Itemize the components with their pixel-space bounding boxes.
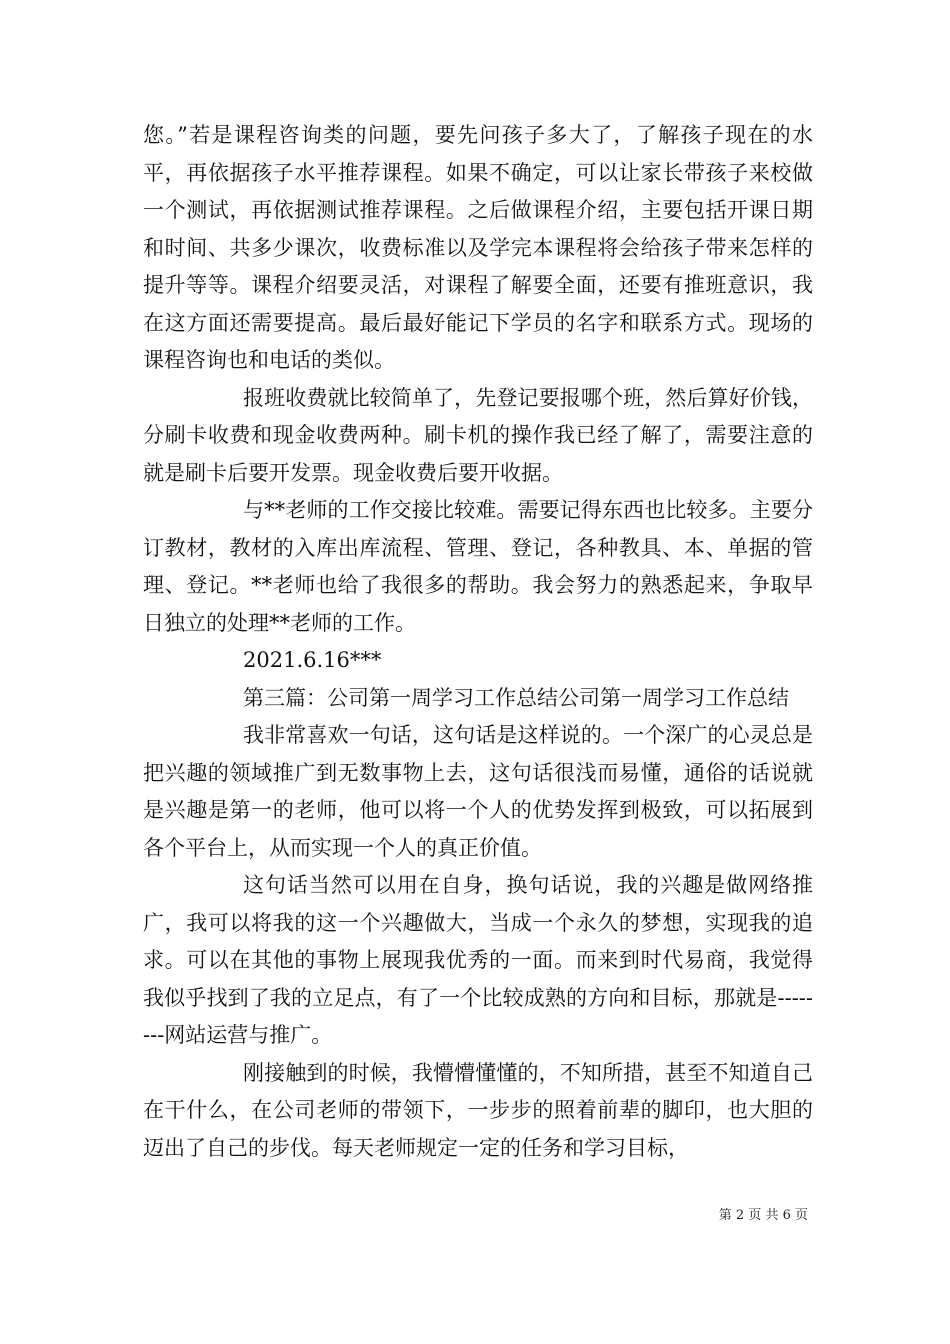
document-body bbox=[143, 117, 813, 1167]
page-number-footer: 第 2 页 共 6 页 bbox=[718, 1208, 808, 1223]
document-date: 2021.6.16*** bbox=[243, 648, 382, 672]
paragraph-registration-fees: 报班收费就比较简单了，先登记要报哪个班，然后算好价钱，分刷卡收费和现金收费两种。刷卡机的操作我已经了解了，需要注意的就是刷卡后要开发票。现金收费后要开收据。 bbox=[143, 385, 813, 485]
paragraph-work-handover: 与**老师的工作交接比较难。需要记得东西也比较多。主要分订教材，教材的入库出库流程、管理、登记，各种教具、本、单据的管理、登记。**老师也给了我很多的帮助。我会努力的熟悉起来，争取早日独立的处理**老师的工作。 bbox=[143, 498, 813, 635]
paragraph-interest-quote: 我非常喜欢一句话，这句话是这样说的。一个深广的心灵总是把兴趣的领域推广到无数事物上去，这句话很浅而易懂，通俗的话说就是兴趣是第一的老师，他可以将一个人的优势发挥到极致，可以拓展到各个平台上，从而实现一个人的真正价值。 bbox=[143, 723, 813, 860]
section-heading: 第三篇：公司第一周学习工作总结公司第一周学习工作总结 bbox=[243, 685, 789, 710]
paragraph-personal-interest: 这句话当然可以用在自身，换句话说，我的兴趣是做网络推广，我可以将我的这一个兴趣做大，当成一个永久的梦想，实现我的追求。可以在其他的事物上展现我优秀的一面。而来到时代易商，我觉得我似乎找到了我的立足点，有了一个比较成熟的方向和目标，那就是--------网站运营与推广。 bbox=[143, 873, 813, 1047]
paragraph-first-contact: 刚接触到的时候，我懵懵懂懂的，不知所措，甚至不知道自己在干什么，在公司老师的带领下，一步步的照着前辈的脚印，也大胆的迈出了自己的步伐。每天老师规定一定的任务和学习目标， bbox=[143, 1060, 813, 1160]
paragraph-course-consultation: 您。”若是课程咨询类的问题，要先问孩子多大了，了解孩子现在的水平，再依据孩子水平推荐课程。如果不确定，可以让家长带孩子来校做一个测试，再依据测试推荐课程。之后做课程介绍，主要包括开课日期和时间、共多少课次，收费标准以及学完本课程将会给孩子带来怎样的提升等等。课程介绍要灵活，对课程了解要全面，还要有推班意识，我在这方面还需要提高。最后最好能记下学员的名字和联系方式。现场的课程咨询也和电话的类似。 bbox=[143, 123, 813, 372]
